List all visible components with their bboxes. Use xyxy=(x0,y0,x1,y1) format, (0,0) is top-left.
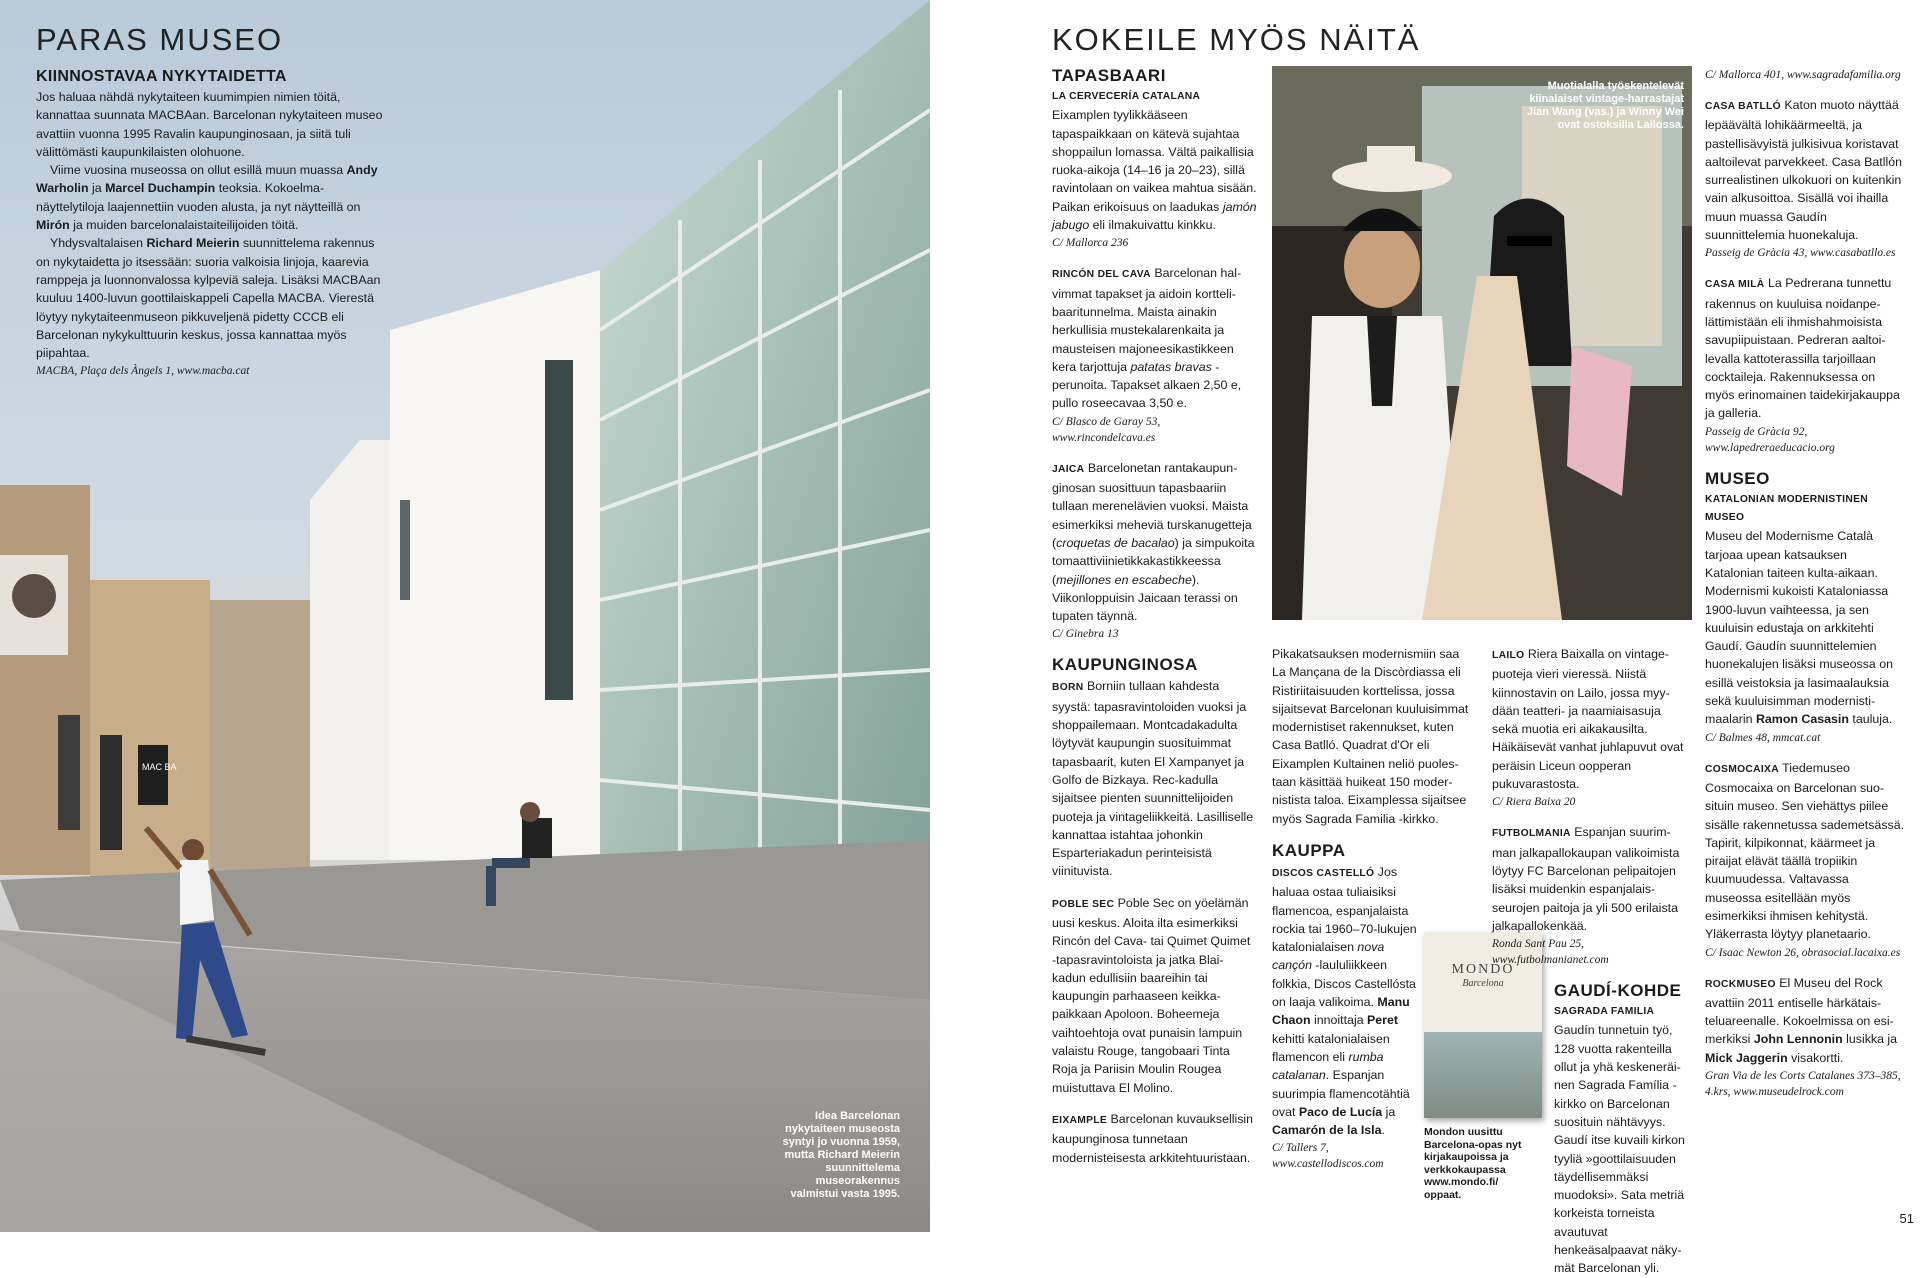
shop-entry-futbolmania: FUTBOLMANIA Espanjan suurimman jalkapallokaupan valikoimista löytyy FC Barcelonan pelipaitojen lisäksi muidenkin espanjalaisseurojen paitoja ja yli 500 erilaista jalkapallokenkää. Ronda Sant Pau 25, www.futbolmanianet.com xyxy=(1492,825,1680,967)
book-caption: Mondon uusittu Barcelona-opas nyt kirjakaupoissa ja verkkokaupassa www.mondo.fi/ oppaat. xyxy=(1424,1126,1522,1201)
gaudi-entry-casa-batllo: CASA BATLLÓ Katon muoto näyttää lepäävältä lohikäärmeeltä, ja pastellisävyistä julkisivua koristavat aaltoilevat parvekkeet. Casa Batllón surrealistinen ulkokuori on kuitenkin vain alkusoittoa. Sisällä voi ihailla muun muassa Gaudín suunnittelemia huonekaluja. Passeig de Gràcia 43, www.casabatllo.es xyxy=(1705,98,1902,260)
page-number: 51 xyxy=(1899,1211,1914,1226)
column-3 xyxy=(1492,645,1687,1278)
column-1 xyxy=(1052,66,1257,1180)
left-page xyxy=(0,0,930,1232)
paragraph-2: Viime vuosina museossa on ollut esillä muun muassa Andy Warholin ja Marcel Duchampin teoksia. Kokoelmanäyttelytiloja laajennettiin vuoden alusta, ja nyt näytteillä on Mirón ja muiden barcelonalaistaiteilijoiden töitä. xyxy=(36,163,378,233)
photo-caption: Idea Barcelonan nykytaiteen museosta syntyi jo vuonna 1959, mutta Richard Meierin suunnittelema museorakennus valmistui vasta 1995. xyxy=(782,1110,900,1200)
shop-photo-caption: Muotialalla työskentelevät kiinalaiset vintage-harrastajat Jian Wang (vas.) ja Winny Wei ovat ostoksilla Lailossa. xyxy=(1527,80,1684,131)
kauppa-heading: KAUPPA xyxy=(1272,840,1346,860)
museum-sign: MAC BA xyxy=(142,762,177,772)
district-entry-poble-sec: POBLE SEC Poble Sec on yöelämän uusi keskus. Aloita ilta esimerkiksi Rincón del Cava- tai Quimet Quimet -tapasravintoloista ja jatka Blai-kadun edullisiin baareihin tai kaupungin parhaaseen keikkapaikkaan Apoloon. Boheemeja vaihtoehtoja ovat punaisin lampuin valaistu Rouge, tangobaari Tinta Roja ja Pariisin Moulin Rougea muistuttava El Molino. xyxy=(1052,895,1251,1095)
tapas-entry-cerveceria: LA CERVECERÍA CATALANA Eixamplen tyylikkääseen tapaspaikkaan on kätevä sujahtaa shoppailun lomassa. Vältä paikallisia ruoka-aikoja (14–16 ja 20–23), sillä ravintolaan on vaikea mahtua sisään. Paikan erikoisuus on laadukas jamón jabugo eli ilmakuivattu kinkku. C/ Mallorca 236 xyxy=(1052,91,1257,250)
museo-heading: MUSEO xyxy=(1705,468,1770,488)
shop-entry-discos-castello: DISCOS CASTELLÓ Jos haluaa ostaa tuliaisiksi flamencoa, espanjalaista rockia tai 1960–70-lukujen katalonialaisen nova cançón -laululiikkeen folkkia, Discos Castellósta on laaja valikoima. Manu Chaon innoittaja Peret kehitti katalonialaisen flamencon eli rumba catalanan. Espanjan suurimpia flamencotähtiä ovat Paco de Lucía ja Camarón de la Isla. C/ Tallers 7, www.castellodiscos.com xyxy=(1272,864,1417,1171)
sagrada-familia-source: C/ Mallorca 401, www.sagradafamilia.org xyxy=(1705,69,1901,81)
museum-entry-cosmocaixa: COSMOCAIXA Tiedemuseo Cosmocaixa on Barcelonan suosituin museo. Sen viehättys piilee sisälle rakennetussa sademetsässä. Tapirit, kilpikonnat, käärmeet ja piraijat elävät täällä tropiikin kuumuudessa. Valtavassa museossa esitellään myös esimerkiksi ihmisen kehitystä. Yläkerrasta löytyy planetaario. C/ Isaac Newton 26, obrasocial.lacaixa.es xyxy=(1705,760,1905,959)
section-title: PARAS MUSEO xyxy=(36,22,284,57)
tapas-entry-rincon: RINCÓN DEL CAVA Barcelonan halvimmat tapakset ja aidoin korttelibaaritunnelma. Maista ainakin herkullisia mustekalarenkaita ja mausteisen majoneesikastikkeen kera tarjottuja patatas bravas -perunoita. Tapakset alkaen 2,50 e, pullo roseecavaa 3,50 e. C/ Blasco de Garay 53, www.rincondelcava.es xyxy=(1052,266,1242,444)
paragraph-3: Yhdysvaltalaisen Richard Meierin suunnittelema rakennus on nykytaidetta jo itsessään: suoria valkoisia linjoja, kaarevia ramppeja ja luonnonvalossa kylpeviä saleja. Lisäksi MACBAan kuuluu 1400-luvun goottilaiskappeli Capella MACBA. Vierestä löytyy nykytaiteenmuseon pikkuveljenä pidetty CCCB eli Barcelonan nykykulttuurin keskus, jossa kannattaa myös piipahtaa. xyxy=(36,236,381,361)
gaudi-heading: GAUDÍ-KOHDE xyxy=(1554,981,1682,1001)
article-body xyxy=(36,88,386,362)
museum-entry-rockmuseo: ROCKMUSEO El Museu del Rock avattiin 2011 entiselle härkätaisteluareenalle. Kokoelmissa on esimerkiksi John Lennonin lusikka ja Mick Jaggerin visakortti. Gran Via de les Corts Catalanes 373–385, 4.krs, www.museudelrock.com xyxy=(1705,975,1901,1099)
book-subtitle: Barcelona xyxy=(1462,978,1504,989)
tapas-entry-jaica: JAICA Barcelonetan rantakaupunginosan suosittuun tapasbaariin tullaan merenelävien vuoksi. Maista esimerkiksi meheviä turskanugetteja (croquetas de bacalao) ja simpukoita tomaattiviinietikkakastikkeessa (mejillones en escabeche). Viikonloppuisin Jaicaan terassi on tupaten täynnä. C/ Ginebra 13 xyxy=(1052,460,1255,641)
paragraph-1: Jos haluaa nähdä nykytaiteen kuumimpien nimien töitä, kannattaa suunnata MACBAan. Barcelonan nykytaiteen museo avattiin vuonna 1995 Ravalin kaupunginosaan, ja siitä tuli välittömästi kaupunkilaisten olohuone. xyxy=(36,90,383,159)
museum-entry-modernisme: KATALONIAN MODERNISTINEN MUSEO Museu del Modernisme Català tarjoaa upean katsauksen Katalonian taiteen kulta-aikaan. Modernismi kukoisti Kataloniassa 1900-luvun vaihteessa, ja sen kuuluisin edustaja on arkkitehti Gaudí. Gaudín suunnittelemien huonekalujen lisäksi museossa on esillä veistoksia ja lasimaalauksia sekä kuuluisimman modernistimaalarin Ramon Casasin tauluja. C/ Balmes 48, mmcat.cat xyxy=(1705,493,1894,744)
macba-source: MACBA, Plaça dels Àngels 1, www.macba.cat xyxy=(36,365,250,378)
section-title-right: KOKEILE MYÖS NÄITÄ xyxy=(1052,22,1421,57)
kaupunginosa-heading: KAUPUNGINOSA xyxy=(1052,655,1198,675)
gaudi-entry-sagrada-familia: SAGRADA FAMILIA Gaudín tunnetuin työ, 128 vuotta rakenteilla ollut ja yhä keskeneräinen Sagrada Família -kirkko on Barcelonan suosituin nähtävyys. Gaudí itse kuvaili kirkon tyyliä »goottilaisuuden täydellisemmäksi muodoksi». Sata metriä korkeista torneista avautuvat henkeäsalpaavat näkymät Barcelonan yli. xyxy=(1554,1006,1685,1276)
article-heading: KIINNOSTAVAA NYKYTAIDETTA xyxy=(36,68,287,85)
book-title: MONDO xyxy=(1451,962,1515,977)
tapasbaari-heading: TAPASBAARI xyxy=(1052,66,1166,85)
gaudi-entry-casa-mila: CASA MILÀ La Pedrerana tunnettu rakennus on kuuluisa noidanpelättimistään eli ihmishahmoisista savupiipuistaan. Pedreran aaltoilevalla kattoterassilla tarjoillaan cocktaileja. Rakennuksessa on myös erinomainen taidekirjakauppa ja galleria. Passeig de Gràcia 92, www.lapedreraeducacio.org xyxy=(1705,276,1900,454)
left-article xyxy=(36,22,386,379)
gaudi-section xyxy=(1492,981,1687,1277)
shop-entry-lailo: LAILO Riera Baixalla on vintagepuoteja vieri vieressä. Niistä kiinnostavin on Lailo, jossa myydään teatteri- ja naamiaisasuja sekä muotia eri aikakausilta. Häikäisevät vanhat juhlapuvut ovat peräisin Liceun oopperan pukuvarastosta. C/ Riera Baixa 20 xyxy=(1492,647,1684,809)
vintage-shop-photo xyxy=(1272,66,1692,620)
eixample-continued: Pikakatsauksen modernismiin saa La Mançana de la Discòrdiassa eli Ristiriitaisuuden korttelissa, jossa sijaitsevat Barcelonan kuuluisimmat modernistiset rakennukset, kuten Casa Batlló. Quadrat d'Or eli Eixamplen Kultainen neliö puolestaan käsittää huikeat 150 modernistista taloa. Eixamplessa sijaitsee myös Sagrada Familia -kirkko. xyxy=(1272,647,1469,826)
right-page xyxy=(930,0,1920,1276)
column-4 xyxy=(1705,66,1905,1113)
district-entry-eixample: EIXAMPLE Barcelonan kuvauksellisin kaupunginosa tunnetaan modernisteisesta arkkitehtuuristaan. xyxy=(1052,1111,1254,1165)
district-entry-born: BORN Borniin tullaan kahdesta syystä: tapasravintoloiden vuoksi ja shoppailemaan. Montcadakadulta löytyvät kaupungin suosituimmat tapasbaarit, kuten El Xampanyet ja Golfo de Bizkaya. Rec-kadulla sijaitsee pienten suunnittelijoiden puoteja ja vintageliikkeitä. Lasilliselle kannattaa istahtaa johonkin Esparteriakadun perinteisistä viinituvista. xyxy=(1052,679,1254,879)
